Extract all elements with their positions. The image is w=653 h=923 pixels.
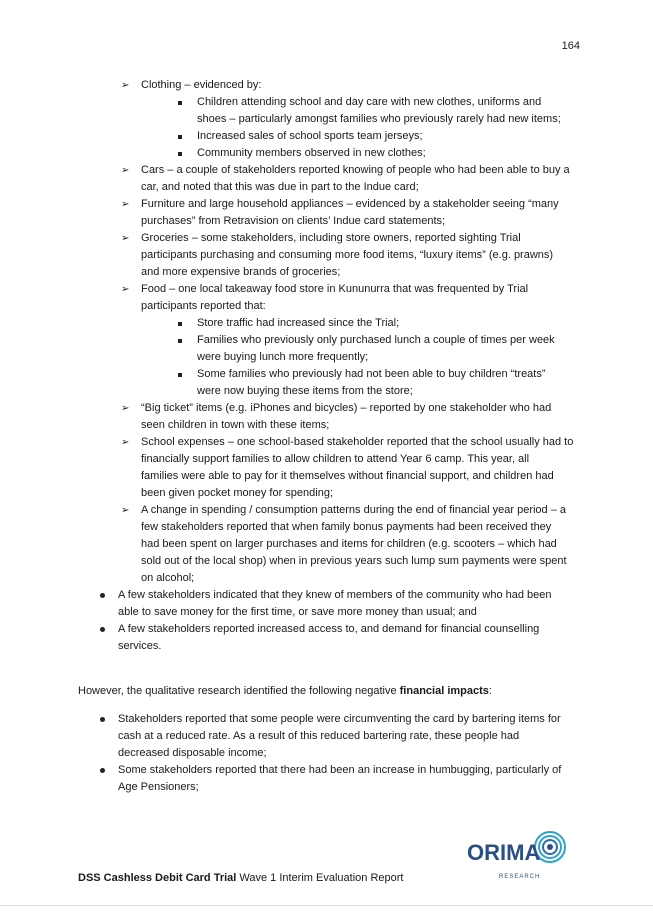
- logo-text: ORIMA: [467, 840, 541, 865]
- arrow-bullet-icon: ➢: [121, 165, 130, 176]
- page-number: 164: [561, 40, 580, 52]
- bullet-item-counselling: A few stakeholders reported increased access to, and demand for financial counselling: [118, 623, 540, 635]
- square-bullet-icon: [178, 152, 182, 156]
- arrow-bullet-icon: ➢: [121, 284, 130, 295]
- square-bullet-icon: [178, 135, 182, 139]
- orima-logo: [463, 828, 573, 880]
- list-item-spending: few stakeholders reported that when family bonus payments had been received they: [141, 521, 552, 533]
- arrow-bullet-icon: ➢: [121, 437, 130, 448]
- round-bullet-icon: [100, 627, 105, 632]
- square-bullet-icon: [178, 339, 182, 343]
- arrow-bullet-icon: ➢: [121, 233, 130, 244]
- list-item-furniture: Furniture and large household appliances – evidenced by a stakeholder seeing “many: [141, 198, 559, 210]
- negative-impacts-intro: However, the qualitative research identified the following negative financial impacts:: [78, 685, 492, 697]
- sub-item-text: were buying lunch more frequently;: [197, 351, 369, 363]
- sub-item-text: shoes – particularly amongst families who previously rarely had new items;: [197, 113, 561, 125]
- arrow-bullet-icon: ➢: [121, 403, 130, 414]
- sub-item-text: Families who previously only purchased lunch a couple of times per week: [197, 334, 555, 346]
- bullet-item-save-money: A few stakeholders indicated that they knew of members of the community who had been: [118, 589, 552, 601]
- footer-report-title: DSS Cashless Debit Card Trial Wave 1 Interim Evaluation Report: [78, 872, 404, 884]
- bullet-item-humbugging: Some stakeholders reported that there had been an increase in humbugging, particularly of: [118, 764, 562, 776]
- sub-item-text: Store traffic had increased since the Trial;: [197, 317, 400, 329]
- list-item-spending: on alcohol;: [141, 572, 195, 584]
- list-item-cars: car, and noted that this was due in part to the Indue card;: [141, 181, 419, 193]
- bullet-item-humbugging: Age Pensioners;: [118, 781, 199, 793]
- round-bullet-icon: [100, 768, 105, 773]
- list-item-spending: had been spent on larger purchases and items for children (e.g. scooters – which had: [141, 538, 557, 550]
- list-item-furniture: purchases” from Retravision on clients’ Indue card statements;: [141, 215, 446, 227]
- bullet-item-bartering: Stakeholders reported that some people were circumventing the card by bartering items for: [118, 713, 561, 725]
- square-bullet-icon: [178, 101, 182, 105]
- list-item-clothing: Clothing – evidenced by:: [141, 79, 262, 91]
- round-bullet-icon: [100, 717, 105, 722]
- sub-item-text: Community members observed in new clothes;: [197, 147, 426, 159]
- list-item-spending: sold out of the local shop) when in previous years such lump sum payments were spent: [141, 555, 567, 567]
- arrow-bullet-icon: ➢: [121, 199, 130, 210]
- list-item-school: School expenses – one school-based stakeholder reported that the school usually had to: [141, 436, 574, 448]
- list-item-school: financially support families to allow children to attend Year 6 camp. This year, all: [141, 453, 530, 465]
- sub-item-text: Increased sales of school sports team jerseys;: [197, 130, 423, 142]
- sub-item-text: Some families who previously had not been able to buy children “treats”: [197, 368, 546, 380]
- list-item-groceries: participants purchasing and consuming more food items, “luxury items” (e.g. prawns): [141, 249, 554, 261]
- square-bullet-icon: [178, 322, 182, 326]
- list-item-food: Food – one local takeaway food store in Kununurra that was frequented by Trial: [141, 283, 529, 295]
- list-item-big-ticket: seen children in town with these items;: [141, 419, 330, 431]
- bullet-item-bartering: decreased disposable income;: [118, 747, 267, 759]
- list-item-groceries: and more expensive brands of groceries;: [141, 266, 341, 278]
- bullet-item-bartering: cash at a reduced rate. As a result of this reduced bartering rate, these people had: [118, 730, 520, 742]
- list-item-big-ticket: “Big ticket” items (e.g. iPhones and bicycles) – reported by one stakeholder who had: [141, 402, 552, 414]
- bullet-item-counselling: services.: [118, 640, 162, 652]
- sub-item-text: were now buying these items from the store;: [197, 385, 413, 397]
- list-item-cars: Cars – a couple of stakeholders reported knowing of people who had been able to buy a: [141, 164, 570, 176]
- logo-subtext: RESEARCH: [499, 874, 541, 880]
- list-item-school: been given pocket money for spending;: [141, 487, 334, 499]
- round-bullet-icon: [100, 593, 105, 598]
- square-bullet-icon: [178, 373, 182, 377]
- bullet-item-save-money: able to save money for the first time, or save more money than usual; and: [118, 606, 477, 618]
- arrow-bullet-icon: ➢: [121, 80, 130, 91]
- list-item-groceries: Groceries – some stakeholders, including store owners, reported sighting Trial: [141, 232, 521, 244]
- sub-item-text: Children attending school and day care with new clothes, uniforms and: [197, 96, 542, 108]
- arrow-bullet-icon: ➢: [121, 505, 130, 516]
- list-item-school: families were able to pay for it themselves without financial support, and children had: [141, 470, 554, 482]
- list-item-food: participants reported that:: [141, 300, 266, 312]
- page-bottom-edge: [0, 905, 653, 906]
- list-item-spending: A change in spending / consumption patterns during the end of financial year period – a: [141, 504, 567, 516]
